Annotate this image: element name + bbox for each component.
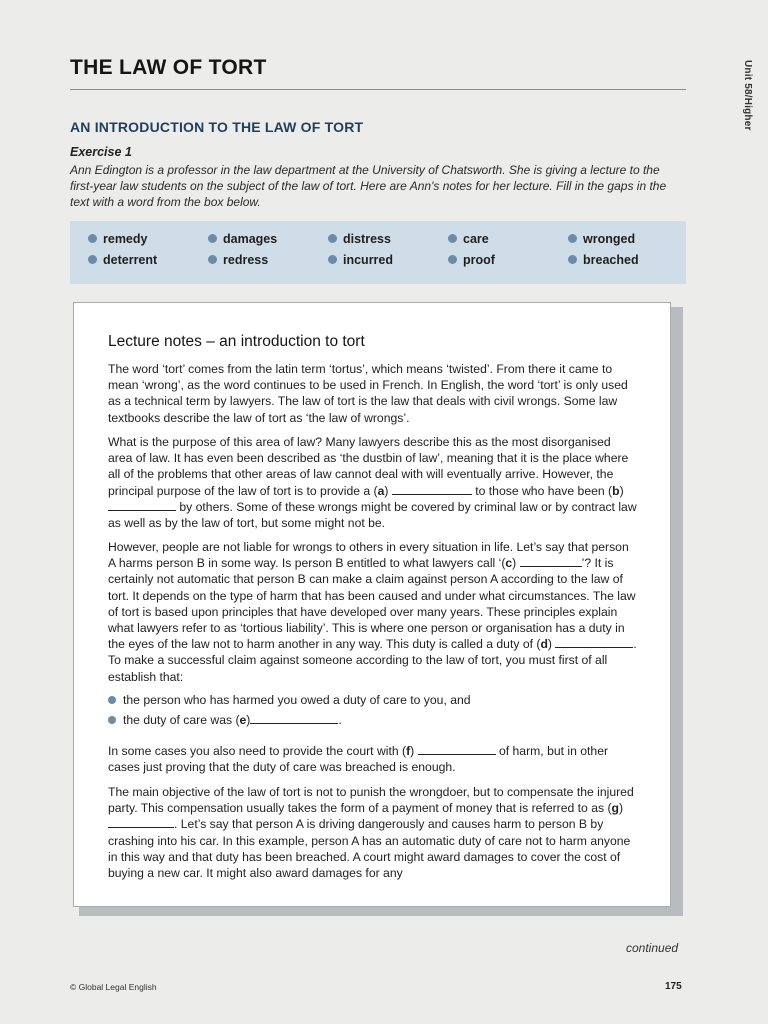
word-box-item: proof [448,253,495,267]
gap-label-b: b [612,483,620,498]
exercise-title: Exercise 1 [70,145,132,159]
title-divider [70,89,686,90]
page-number: 175 [665,981,682,992]
gap-label-c: c [505,556,513,571]
bullet-dot-icon [88,234,97,243]
gap-label-a: a [377,483,385,498]
bullet-dot-icon [108,716,116,724]
word-box-item: breached [568,253,639,267]
word-box [70,221,686,284]
gap-label-f: f [406,744,411,758]
gap-a-blank [392,484,472,495]
lecture-notes-card [73,302,671,907]
page-title: THE LAW OF TORT [70,56,267,79]
gap-g-blank [108,817,174,828]
continued-label: continued [626,941,679,955]
exercise-instructions: Ann Edington is a professor in the law department at the University of Chatsworth. She is giving a lecture to the first-year law students on the subject of the law of tort. Here are Ann's notes for her lecture. Fill in the gaps in the text with a word from the box below. [70,163,667,209]
notes-paragraph-2: What is the purpose of this area of law? Many lawyers describe this as the most disorganised area of law. It has even been described as ‘the dustbin of law’, meaning that it is the place where all of the problems that other areas of law cannot deal with will eventually arrive. However, the principal purpose of the law of tort is to provide a (a) to those who have been (b) by others. Some of these wrongs might be covered by criminal law or by contract law as well as by the law of tort, but some might not be. [108,435,637,531]
word-box-item: redress [208,253,268,267]
notes-bullet-1: the person who has harmed you owed a duty of care to you, and [108,692,471,708]
word-box-item: remedy [88,232,147,246]
gap-f-blank [418,744,496,755]
bullet-dot-icon [328,234,337,243]
gap-label-g: g [611,801,619,816]
word-box-item: wronged [568,232,635,246]
section-heading: AN INTRODUCTION TO THE LAW OF TORT [70,119,364,135]
gap-label-e: e [239,713,247,727]
notes-bullet-2: the duty of care was (e) . [108,712,342,728]
notes-paragraph-3: However, people are not liable for wrongs to others in every situation in life. Let’s say that person A harms person B in some way. Is person B entitled to what lawyers call ‘(c) ’? It is certainly not automatic that person B can make a claim against person A according to the law of tort. It depends on the type of harm that has been caused and under what circumstances. The law of tort is based upon principles that have developed over many years. These principles explain what lawyers refer to as ‘tortious liability’. This is where one person or organisation has a duty in the eyes of the law not to harm another in any way. This duty is called a duty of (d) . To make a successful claim against someone according to the law of tort, you must first of all establish that: [108,540,637,684]
gap-label-d: d [540,637,548,652]
bullet-dot-icon [448,234,457,243]
gap-e-blank [250,713,338,724]
notes-paragraph-1: The word ‘tort’ comes from the latin term ‘tortus’, which means ‘twisted’. From there it came to mean ‘wrong’, as the word continues to be used in French. In English, the word ‘tort’ is only used as a technical term by lawyers. The law of tort is the law that deals with civil wrongs. Some law textbooks describe the law of tort as ‘the law of wrongs’. [108,362,628,425]
bullet-dot-icon [108,696,116,704]
gap-d-blank [555,637,633,648]
word-box-item: incurred [328,253,393,267]
bullet-dot-icon [208,234,217,243]
unit-tab-label: Unit 58/Higher [742,60,753,131]
gap-b-blank [108,500,176,511]
bullet-dot-icon [448,255,457,264]
word-box-item: care [448,232,489,246]
notes-paragraph-4: In some cases you also need to provide the court with (f) of harm, but in other cases just proving that the duty of care was breached is enough. [108,744,609,775]
word-box-item: distress [328,232,391,246]
notes-title: Lecture notes – an introduction to tort [108,333,365,350]
bullet-dot-icon [328,255,337,264]
bullet-dot-icon [568,234,577,243]
word-box-item: damages [208,232,277,246]
word-box-item: deterrent [88,253,157,267]
notes-paragraph-5: The main objective of the law of tort is not to punish the wrongdoer, but to compensate the injured party. This compensation usually takes the form of a payment of money that is referred to as (g) . Let’s say that person A is driving dangerously and causes harm to person B by crashing into his car. In this example, person A has an automatic duty of care not to harm anyone in this way and that duty has been breached. A court might award damages to cover the cost of buying a new car. It might also award damages for any [108,785,634,881]
bullet-dot-icon [568,255,577,264]
copyright-footer: © Global Legal English [70,982,157,992]
bullet-dot-icon [88,255,97,264]
bullet-dot-icon [208,255,217,264]
gap-c-blank [520,556,582,567]
